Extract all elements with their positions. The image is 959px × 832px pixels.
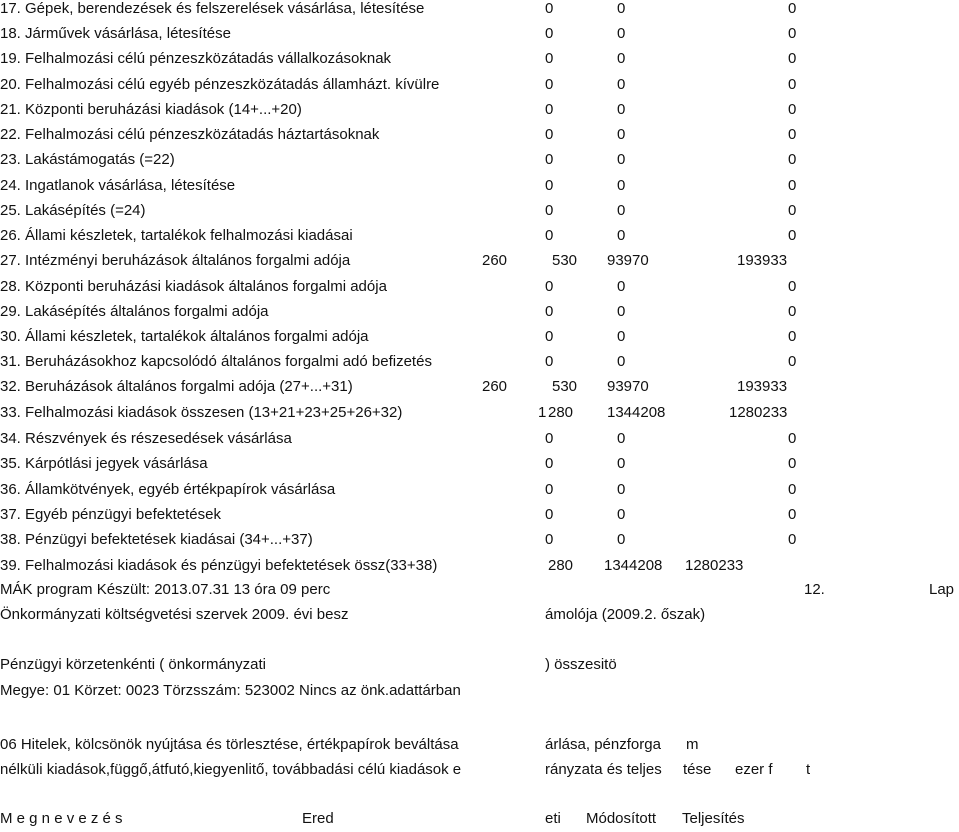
row-label: 28. Központi beruházási kiadások általános forgalmi adója [0,278,387,295]
row-value-original: 0 [545,151,554,168]
report-subtitle-left: Pénzügyi körzetenkénti ( önkormányzati [0,656,266,673]
row-value-modified: 0 [617,353,626,370]
row-value-modified: 0 [617,481,626,498]
row-label: 31. Beruházásokhoz kapcsolódó általános forgalmi adó befizetés [0,353,432,370]
row-value-original: 0 [545,177,554,194]
row-value-original: 0 [545,328,554,345]
row-value-modified: 0 [617,227,626,244]
section-desc-left: nélküli kiadások,függő,átfutó,kiegyenlitő, továbbadási célú kiadások e [0,761,462,778]
row-value-actual: 193933 [737,252,788,269]
section-desc-a: tése [683,761,712,778]
page-number: 12. [804,581,825,598]
row-label: 35. Kárpótlási jegyek vásárlása [0,455,208,472]
row-value-original: 280 [548,557,574,574]
row-value-original: 0 [545,278,554,295]
footer-program-info: MÁK program Készült: 2013.07.31 13 óra 09 perc [0,581,331,598]
row-value-actual: 0 [788,430,797,447]
row-label: 33. Felhalmozási kiadások összesen (13+21+23+25+26+32) [0,404,403,421]
row-value-modified: 0 [617,278,626,295]
row-value-actual: 0 [788,481,797,498]
row-value-prefix: 1 [538,404,547,421]
row-value-original: 0 [545,0,554,17]
row-label: 29. Lakásépítés általános forgalmi adója [0,303,269,320]
column-header-modified: Módosított [586,810,657,827]
row-value-modified: 0 [617,328,626,345]
row-label: 39. Felhalmozási kiadások és pénzügyi befektetések össz(33+38) [0,557,438,574]
row-label: 24. Ingatlanok vásárlása, létesítése [0,177,236,194]
row-value-modified: 0 [617,76,626,93]
county-district-line: Megye: 01 Körzet: 0023 Törzsszám: 523002 Nincs az önk.adattárban [0,682,461,699]
row-value-modified: 0 [617,126,626,143]
row-value-actual: 0 [788,25,797,42]
row-label: 30. Állami készletek, tartalékok általános forgalmi adója [0,328,369,345]
row-value-modified: 0 [617,0,626,17]
row-value-actual: 0 [788,50,797,67]
section-title-left: 06 Hitelek, kölcsönök nyújtása és törlesztése, értékpapírok beváltása [0,736,459,753]
row-value-original: 0 [545,455,554,472]
row-label: 25. Lakásépítés (=24) [0,202,146,219]
row-value-actual: 0 [788,278,797,295]
row-label: 19. Felhalmozási célú pénzeszközátadás vállalkozásoknak [0,50,392,67]
row-value-actual: 0 [788,202,797,219]
section-title-mid: árlása, pénzforga [545,736,661,753]
row-value-modified: 0 [617,506,626,523]
row-value-actual: 0 [788,126,797,143]
row-label: 22. Felhalmozási célú pénzeszközátadás háztartásoknak [0,126,380,143]
row-value-actual: 1280233 [685,557,744,574]
row-label: 27. Intézményi beruházások általános forgalmi adója [0,252,351,269]
row-value-modified: 0 [617,430,626,447]
row-value-prefix: 260 [482,252,508,269]
column-header-name: M e g n e v e z é s [0,810,123,827]
column-header-original-b: eti [545,810,561,827]
row-label: 18. Járművek vásárlása, létesítése [0,25,231,42]
row-value-modified: 0 [617,50,626,67]
row-label: 23. Lakástámogatás (=22) [0,151,175,168]
row-value-actual: 0 [788,101,797,118]
row-label: 26. Állami készletek, tartalékok felhalmozási kiadásai [0,227,353,244]
column-header-original-a: Ered [302,810,334,827]
report-subtitle-right: ) összesitö [545,656,617,673]
row-value-modified: 0 [617,101,626,118]
row-value-original: 0 [545,481,554,498]
row-value-actual: 0 [788,0,797,17]
row-value-actual: 0 [788,76,797,93]
row-value-modified: 0 [617,177,626,194]
row-value-original: 0 [545,506,554,523]
row-value-actual: 0 [788,177,797,194]
row-value-original: 0 [545,202,554,219]
row-label: 20. Felhalmozási célú egyéb pénzeszközátadás államházt. kívülre [0,76,440,93]
row-value-actual: 0 [788,506,797,523]
row-value-modified: 1344208 [607,404,666,421]
row-value-prefix: 260 [482,378,508,395]
row-label: 34. Részvények és részesedések vásárlása [0,430,292,447]
section-title-tail: m [686,736,699,753]
row-label: 36. Államkötvények, egyéb értékpapírok vásárlása [0,481,336,498]
row-value-original: 530 [552,252,578,269]
report-title-right: ámolója (2009.2. őszak) [545,606,706,623]
row-value-original: 0 [545,50,554,67]
row-value-original: 280 [548,404,574,421]
row-value-modified: 0 [617,531,626,548]
row-label: 17. Gépek, berendezések és felszerelések vásárlása, létesítése [0,0,425,17]
row-value-original: 0 [545,25,554,42]
row-value-actual: 0 [788,353,797,370]
row-value-original: 530 [552,378,578,395]
row-value-original: 0 [545,353,554,370]
page-label: Lap [929,581,955,598]
row-value-original: 0 [545,227,554,244]
row-value-modified: 0 [617,25,626,42]
row-value-actual: 0 [788,151,797,168]
row-value-modified: 0 [617,455,626,472]
row-value-original: 0 [545,76,554,93]
row-value-original: 0 [545,531,554,548]
row-value-original: 0 [545,126,554,143]
row-value-modified: 93970 [607,252,649,269]
row-value-actual: 0 [788,328,797,345]
row-value-original: 0 [545,101,554,118]
row-value-actual: 0 [788,455,797,472]
row-value-actual: 193933 [737,378,788,395]
row-value-actual: 0 [788,303,797,320]
row-value-modified: 1344208 [604,557,663,574]
report-title-left: Önkormányzati költségvetési szervek 2009. évi besz [0,606,349,623]
row-label: 21. Központi beruházási kiadások (14+...+20) [0,101,302,118]
row-value-modified: 0 [617,151,626,168]
row-label: 37. Egyéb pénzügyi befektetések [0,506,221,523]
row-value-actual: 0 [788,531,797,548]
row-value-original: 0 [545,430,554,447]
section-desc-b: ezer f [735,761,773,778]
column-header-actual: Teljesítés [682,810,745,827]
row-value-actual: 1280233 [729,404,788,421]
row-label: 38. Pénzügyi befektetések kiadásai (34+...+37) [0,531,313,548]
row-value-actual: 0 [788,227,797,244]
row-value-modified: 0 [617,303,626,320]
section-desc-c: t [806,761,811,778]
row-label: 32. Beruházások általános forgalmi adója (27+...+31) [0,378,353,395]
row-value-modified: 93970 [607,378,649,395]
row-value-modified: 0 [617,202,626,219]
row-value-original: 0 [545,303,554,320]
section-desc-mid: rányzata és teljes [545,761,662,778]
